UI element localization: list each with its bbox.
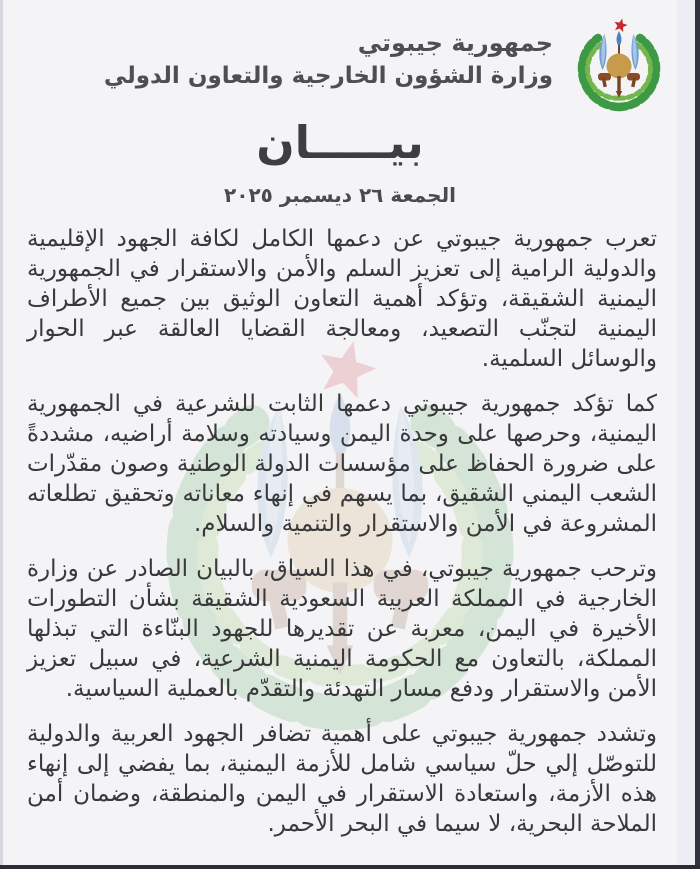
letterhead (3, 0, 677, 114)
ministry-name: وزارة الشؤون الخارجية والتعاون الدولي (103, 63, 553, 89)
scan-edge-bottom (0, 865, 700, 869)
country-name: جمهورية جيبوتي (357, 29, 553, 57)
paragraph-welcome-saudi-statement: وترحب جمهورية جيبوتي، في هذا السياق، بالبيان الصادر عن وزارة الخارجية في المملكة العربية السعودية الشقيقة بشأن التطورات الأخيرة في اليمن، معربة عن تقديرها للجهود البنّاءة التي تبذلها المملكة، بالتعاون مع الحكومة اليمنية الشرعية، في سبيل تعزيز الأمن والاستقرار ودفع مسار التهدئة والتقدّم بالعملية السياسية. (27, 556, 657, 702)
djibouti-coat-of-arms-icon (567, 14, 671, 114)
scan-edge-light (677, 0, 695, 869)
scan-edge-right (695, 0, 700, 869)
letterhead-text (104, 26, 553, 93)
statement-date: الجمعة ٢٦ ديسمبر ٢٠٢٥ (224, 183, 456, 207)
statement-title: بيـــــان (256, 116, 424, 169)
paragraph-political-solution: وتشدد جمهورية جيبوتي على أهمية تضافر الجهود العربية والدولية للتوصّل إلي حلّ سياسي شامل للأزمة اليمنية، بما يفضي إلى إنهاء هذه الأزمة، واستعادة الاستقرار في اليمن والمنطقة، وضمان أمن الملاحة البحرية، لا سيما في البحر الأحمر. (27, 721, 657, 837)
paragraph-legitimacy-support: كما تؤكد جمهورية جيبوتي دعمها الثابت للشرعية في الجمهورية اليمنية، وحرصها على وحدة اليمن وسيادته وسلامة أراضيه، مشددةً على ضرورة الحفاظ على مؤسسات الدولة الوطنية وصون مقدّرات الشعب اليمني الشقيق، بما يسهم في إنهاء معاناته وتحقيق تطلعاته المشروعة في الأمن والاستقرار والتنمية والسلام. (27, 391, 657, 537)
statement-body (27, 224, 657, 839)
paragraph-support-efforts: تعرب جمهورية جيبوتي عن دعمها الكامل لكافة الجهود الإقليمية والدولية الرامية إلى تعزيز السلم والأمن والاستقرار في الجمهورية اليمنية الشقيقة، وتؤكد أهمية التعاون الوثيق بين جميع الأطراف اليمنية لتجنّب التصعيد، ومعالجة القضايا العالقة عبر الحوار والوسائل السلمية. (27, 226, 657, 372)
